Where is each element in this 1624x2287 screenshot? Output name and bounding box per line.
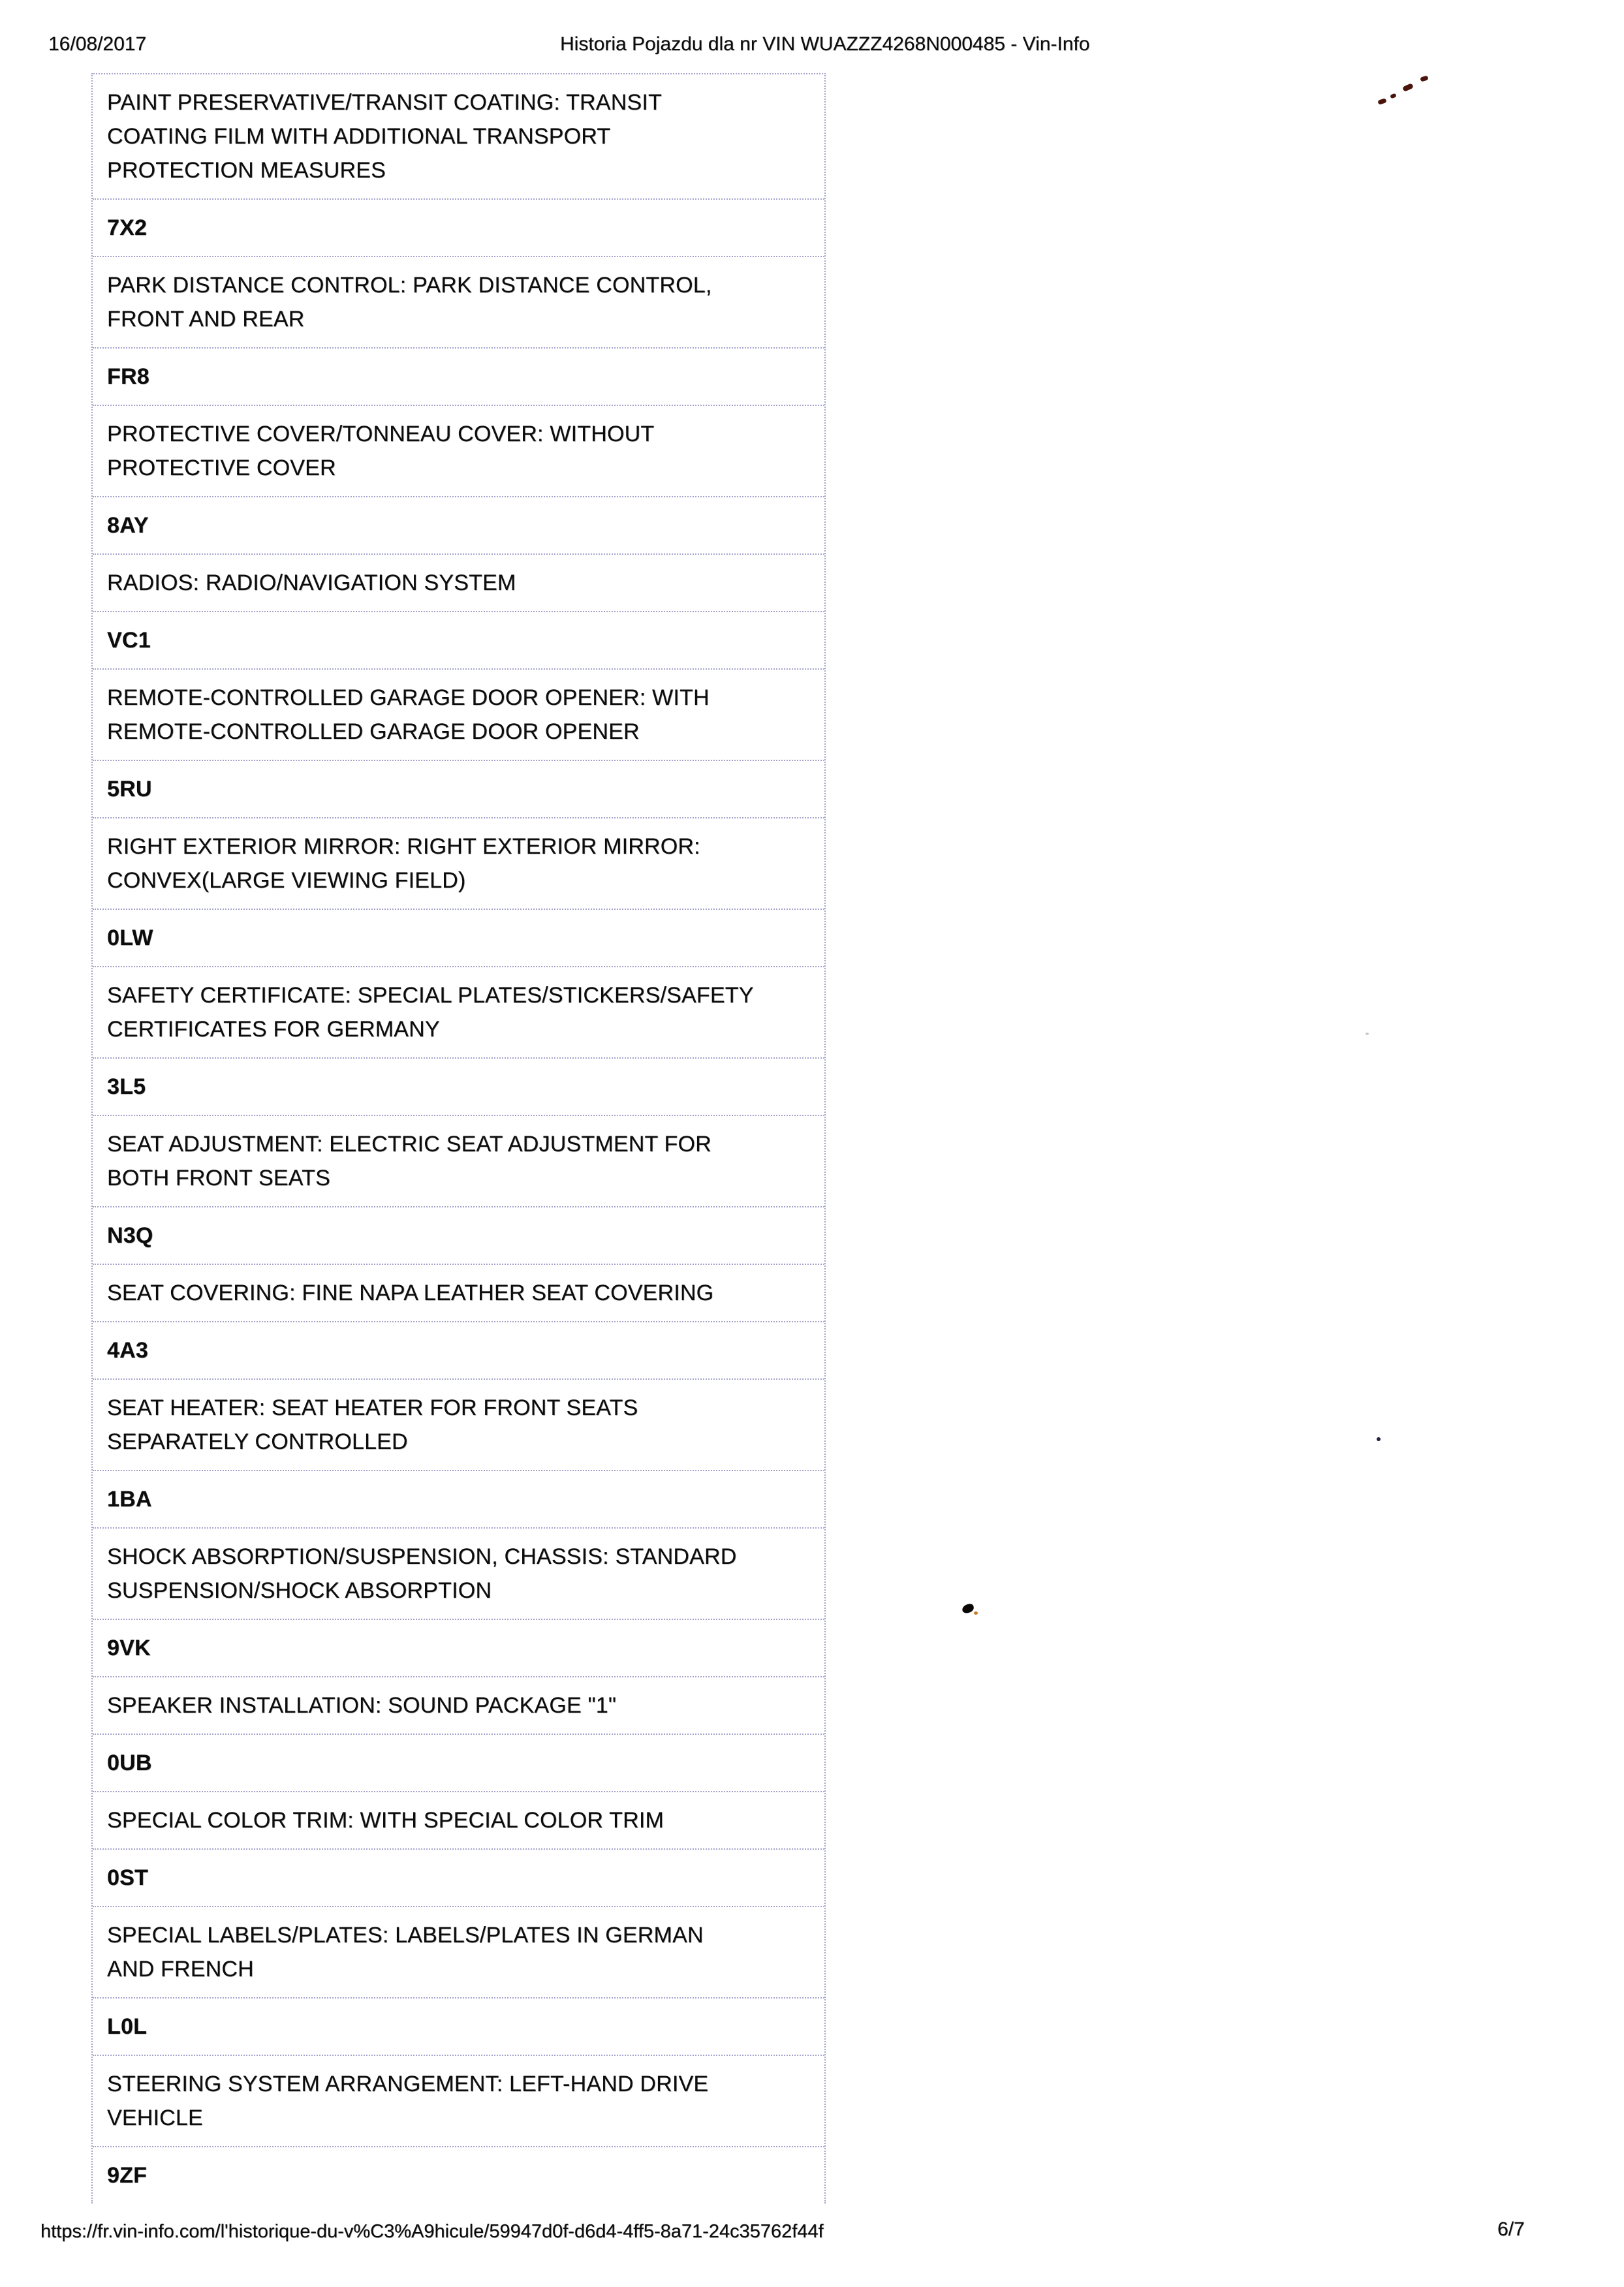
equipment-description-row (93, 1527, 824, 1619)
cell-text-line: STEERING SYSTEM ARRANGEMENT: LEFT-HAND DRIVE (107, 2072, 709, 2096)
cell-text-line: PROTECTIVE COVER (107, 456, 336, 480)
cell-text-line: FR8 (107, 364, 149, 389)
equipment-code-row (93, 760, 824, 817)
print-header-title: Historia Pojazdu dla nr VIN WUAZZZ4268N000485 - Vin-Info (560, 33, 1090, 55)
equipment-code-row (93, 1470, 824, 1527)
cell-text-line: 8AY (107, 513, 149, 538)
equipment-description-row (93, 2055, 824, 2146)
cell-text-line: N3Q (107, 1223, 153, 1248)
pen-scribble-mark (1420, 75, 1428, 82)
equipment-code-row (93, 198, 824, 256)
cell-text-line: PARK DISTANCE CONTROL: PARK DISTANCE CONTROL, (107, 273, 712, 298)
equipment-description-row (93, 1906, 824, 1997)
equipment-code-row (93, 1997, 824, 2055)
cell-text-line: SEAT ADJUSTMENT: ELECTRIC SEAT ADJUSTMENT FOR (107, 1132, 711, 1157)
cell-text-line: 7X2 (107, 215, 148, 240)
equipment-description-row (93, 1676, 824, 1734)
cell-text-line: 3L5 (107, 1074, 146, 1099)
cell-text-line: L0L (107, 2014, 148, 2039)
cell-text-line: SPEAKER INSTALLATION: SOUND PACKAGE "1" (107, 1693, 617, 1718)
cell-text-line: SPECIAL COLOR TRIM: WITH SPECIAL COLOR TRIM (107, 1808, 664, 1833)
cell-text-line: REMOTE-CONTROLLED GARAGE DOOR OPENER: WITH (107, 685, 710, 710)
cell-text-line: SEPARATELY CONTROLLED (107, 1429, 408, 1454)
cell-text-line: CERTIFICATES FOR GERMANY (107, 1017, 440, 1042)
cell-text-line: SUSPENSION/SHOCK ABSORPTION (107, 1578, 492, 1603)
pen-scribble-mark (1402, 83, 1414, 92)
page-number: 6/7 (1497, 2218, 1525, 2240)
cell-text-line: 0ST (107, 1865, 148, 1890)
equipment-description-row (93, 405, 824, 496)
ink-blot-artifact (961, 1603, 975, 1614)
equipment-code-row (93, 1206, 824, 1264)
print-header-date: 16/08/2017 (48, 33, 147, 55)
cell-text-line: 9VK (107, 1636, 151, 1660)
cell-text-line: RIGHT EXTERIOR MIRROR: RIGHT EXTERIOR MIRROR: (107, 834, 700, 859)
cell-text-line: SEAT COVERING: FINE NAPA LEATHER SEAT COVERING (107, 1281, 714, 1305)
cell-text-line: 0UB (107, 1750, 152, 1775)
equipment-code-row (93, 1057, 824, 1115)
cell-text-line: VC1 (107, 628, 151, 653)
equipment-code-row (93, 909, 824, 966)
equipment-code-row (93, 1734, 824, 1791)
cell-text-line: BOTH FRONT SEATS (107, 1166, 330, 1190)
cell-text-line: SAFETY CERTIFICATE: SPECIAL PLATES/STICKERS/SAFETY (107, 983, 754, 1008)
scan-speck (1366, 1033, 1369, 1035)
cell-text-line: 5RU (107, 777, 152, 801)
equipment-description-row (93, 553, 824, 611)
cell-text-line: 0LW (107, 926, 153, 950)
cell-text-line: PROTECTIVE COVER/TONNEAU COVER: WITHOUT (107, 422, 655, 446)
cell-text-line: RADIOS: RADIO/NAVIGATION SYSTEM (107, 570, 516, 595)
equipment-code-row (93, 1321, 824, 1378)
equipment-code-row (93, 496, 824, 553)
equipment-description-row (93, 1791, 824, 1848)
cell-text-line: REMOTE-CONTROLLED GARAGE DOOR OPENER (107, 719, 640, 744)
equipment-description-row (93, 966, 824, 1057)
equipment-code-row (93, 2146, 824, 2203)
print-footer-url: https://fr.vin-info.com/l'historique-du-v%C3%A9hicule/59947d0f-d6d4-4ff5-8a71-24c35762f44f (40, 2221, 824, 2242)
equipment-description-row (93, 256, 824, 347)
equipment-description-row (93, 817, 824, 909)
equipment-description-row (93, 1115, 824, 1206)
cell-text-line: SEAT HEATER: SEAT HEATER FOR FRONT SEATS (107, 1395, 638, 1420)
equipment-description-row (93, 1264, 824, 1321)
cell-text-line: SPECIAL LABELS/PLATES: LABELS/PLATES IN GERMAN (107, 1923, 704, 1948)
cell-text-line: PROTECTION MEASURES (107, 158, 386, 183)
cell-text-line: 4A3 (107, 1338, 148, 1363)
equipment-code-row (93, 611, 824, 668)
equipment-description-row (93, 74, 824, 198)
pen-scribble-mark (1390, 93, 1397, 99)
ink-blot-artifact (974, 1611, 978, 1615)
scan-speck (1377, 1437, 1381, 1441)
equipment-code-row (93, 1619, 824, 1676)
cell-text-line: COATING FILM WITH ADDITIONAL TRANSPORT (107, 124, 611, 149)
cell-text-line: CONVEX(LARGE VIEWING FIELD) (107, 868, 466, 893)
cell-text-line: AND FRENCH (107, 1957, 254, 1982)
cell-text-line: 1BA (107, 1487, 152, 1512)
pen-scribble-mark (1377, 98, 1387, 105)
cell-text-line: 9ZF (107, 2163, 148, 2188)
cell-text-line: FRONT AND REAR (107, 307, 305, 332)
equipment-options-table (91, 73, 826, 2203)
cell-text-line: SHOCK ABSORPTION/SUSPENSION, CHASSIS: STANDARD (107, 1544, 737, 1569)
equipment-description-row (93, 1378, 824, 1470)
cell-text-line: PAINT PRESERVATIVE/TRANSIT COATING: TRANSIT (107, 90, 662, 115)
equipment-description-row (93, 668, 824, 760)
equipment-code-row (93, 1848, 824, 1906)
equipment-code-row (93, 347, 824, 405)
cell-text-line: VEHICLE (107, 2106, 203, 2130)
